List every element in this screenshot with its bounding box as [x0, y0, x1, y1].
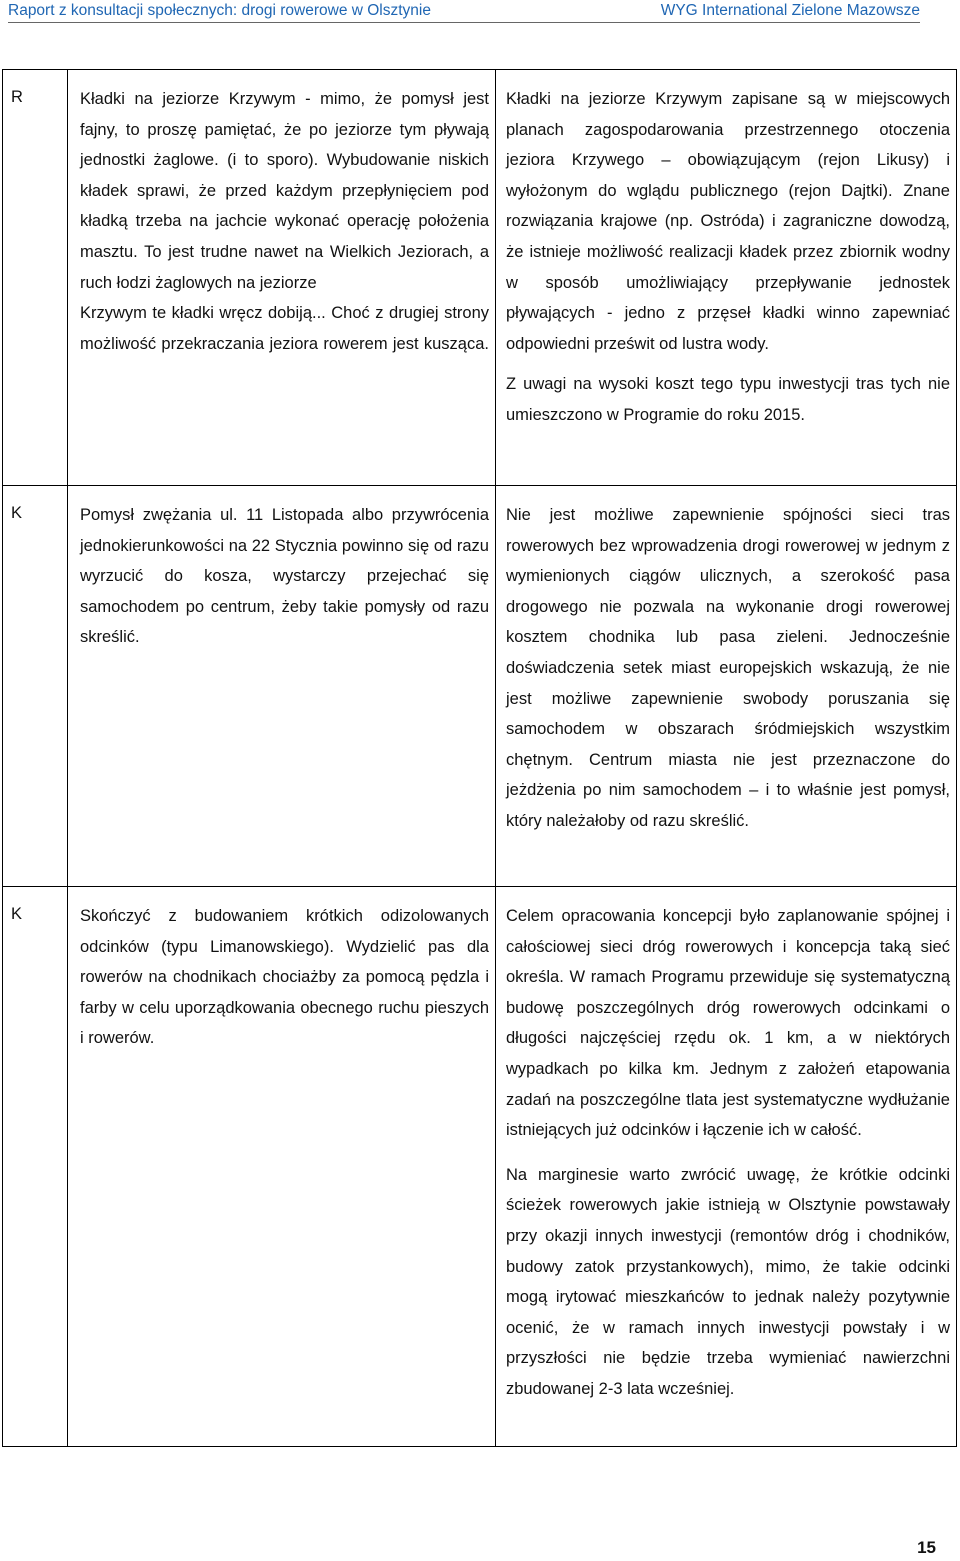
response-text: Nie jest możliwe zapewnienie spójności sieci tras rowerowych bez wprowadzenia drogi rowerowej w jednym z wymienionych ciągów ulicznych, a szerokość pasa drogowego nie pozwala na wykonanie drogi rowerowej kosztem chodnika lub pasa zieleni. Jednocześnie doświadczenia setek miast europejskich wskazują, że nie jest możliwe zapewnienie swobody poruszania się samochodem w obszarach śródmiejskich wszystkim chętnym. Centrum miasta nie jest przeznaczone do jeżdżenia po nim samochodem – i to właśnie jest pomysł, który należałoby od razu skreślić. — [506, 506, 950, 830]
table-row — [3, 887, 957, 1447]
header-authors: WYG International Zielone Mazowsze — [660, 2, 920, 19]
page-number: 15 — [917, 1538, 936, 1557]
response-cell — [496, 887, 957, 1447]
comment-cell — [68, 486, 496, 887]
comment-text-continued: Krzywym te kładki wręcz dobiją... Choć z drugiej strony możliwość przekraczania jeziora rowerem jest kusząca. — [80, 304, 489, 353]
comment-text: Skończyć z budowaniem krótkich odizolowanych odcinków (typu Limanowskiego). Wydzielić pas dla rowerów na chodnikach chociażby za pomocą pędzla i farby w celu uporządkowania obecnego ruchu pieszych i rowerów. — [80, 907, 489, 1048]
comment-text: Kładki na jeziorze Krzywym - mimo, że pomysł jest fajny, to proszę pamiętać, że po jeziorze tym pływają jednostki żaglowe. (i to sporo). Wybudowanie niskich kładek sprawi, że przed każdym przepłynięciem pod kładką trzeba na jachcie wykonać operację położenia masztu. To jest trudne nawet na Wielkich Jeziorach, a ruch łodzi żaglowych na jeziorze — [80, 90, 489, 292]
row-code: K — [3, 887, 68, 1447]
comment-cell — [68, 70, 496, 486]
response-text-note: Z uwagi na wysoki koszt tego typu inwestycji tras tych nie umieszczono w Programie do roku 2015. — [506, 375, 950, 424]
comment-text: Pomysł zwężania ul. 11 Listopada albo przywrócenia jednokierunkowości na 22 Stycznia powinno się od razu wyrzucić do kosza, wystarczy przejechać się samochodem po centrum, żeby takie pomysły od razu skreślić. — [80, 506, 489, 647]
response-cell — [496, 486, 957, 887]
header-report-title: Raport z konsultacji społecznych: drogi rowerowe w Olsztynie — [8, 2, 431, 19]
response-text: Kładki na jeziorze Krzywym zapisane są w miejscowych planach zagospodarowania przestrzennego otoczenia jeziora Krzywego – obowiązującym (rejon Likusy) i wyłożonym do wglądu publicznego (rejon Dajtki). Znane rozwiązania krajowe (np. Ostróda) i zagraniczne dowodzą, że istnieje możliwość realizacji kładek przez zbiornik wodny w sposób umożliwiający przepływanie jednostek pływających - jedno z przęseł kładki winno zapewniać odpowiedni prześwit od lustra wody. — [506, 90, 950, 353]
table-row — [3, 486, 957, 887]
consultation-table — [2, 69, 957, 1447]
row-code: R — [3, 70, 68, 486]
comment-cell — [68, 887, 496, 1447]
response-cell — [496, 70, 957, 486]
page-header — [8, 0, 920, 23]
table-row — [3, 70, 957, 486]
response-text: Celem opracowania koncepcji było zaplanowanie spójnej i całościowej sieci dróg rowerowych i koncepcja taką sieć określa. W ramach Programu przewiduje się systematyczną budowę poszczególnych dróg rowerowych odcinkami o długości najczęściej rzędu ok. 1 km, a w niektórych wypadkach po kilka km. Jednym z założeń etapowania zadań na poszczególne tlata jest systematyczne wydłużanie istniejących już odcinków i łączenie ich w całość. — [506, 907, 950, 1140]
response-text-note: Na marginesie warto zwrócić uwagę, że krótkie odcinki ścieżek rowerowych jakie istnieją w Olsztynie powstawały przy okazji innych inwestycji (remontów dróg i chodników, budowy zatok przystankowych), mimo, że takie odcinki mogą irytować mieszkańców to jednak należy pozytywnie ocenić, że w ramach innych inwestycji powstały i w przyszłości nie będzie trzeba wymieniać nawierzchni zbudowanej 2-3 lata wcześniej. — [506, 1165, 950, 1398]
row-code: K — [3, 486, 68, 887]
